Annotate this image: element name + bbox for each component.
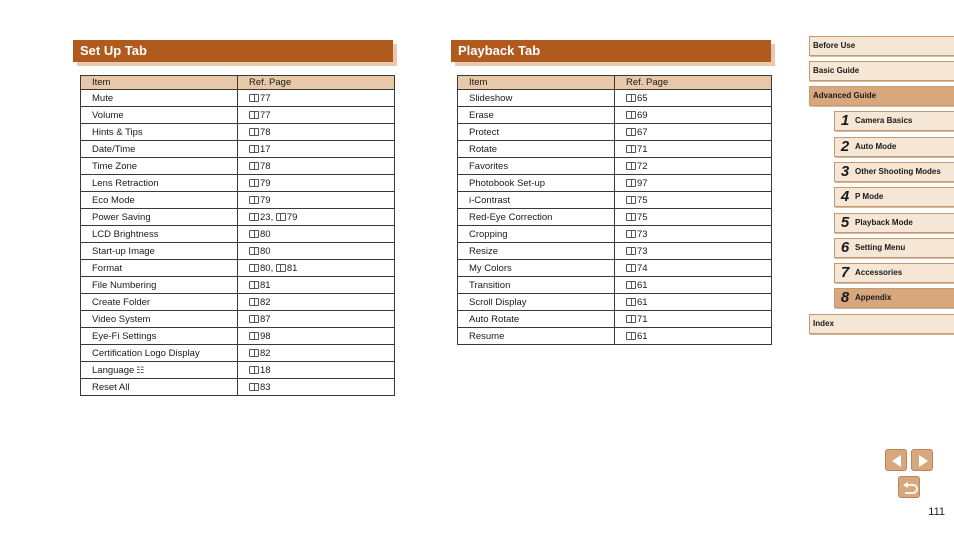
ref-page-link[interactable]: 75	[637, 211, 648, 223]
ref-page-cell[interactable]	[615, 277, 772, 294]
setup-tab-title: Set Up Tab	[73, 40, 393, 62]
item-cell	[458, 260, 615, 277]
book-icon	[249, 111, 259, 119]
table-row	[458, 243, 772, 260]
ref-page-link[interactable]: 77	[260, 109, 271, 121]
ref-page-cell[interactable]	[238, 362, 395, 379]
book-icon	[249, 162, 259, 170]
table-row	[81, 141, 395, 158]
chapter-label: Setting Menu	[855, 243, 906, 252]
chapter-number: 6	[840, 239, 850, 256]
item-cell	[81, 260, 238, 277]
chapter-number: 2	[840, 138, 850, 155]
book-icon	[626, 111, 636, 119]
ref-page-link[interactable]: 83	[260, 381, 271, 393]
item-label: Hints & Tips	[92, 126, 143, 138]
item-label: Protect	[469, 126, 500, 138]
ref-page-link[interactable]: 81	[286, 262, 298, 274]
chapter-label: P Mode	[855, 192, 884, 201]
item-cell	[81, 226, 238, 243]
table-row	[81, 362, 395, 379]
column-header-ref-page: Ref. Page	[238, 76, 395, 90]
table-row	[458, 226, 772, 243]
table-row	[81, 158, 395, 175]
item-cell	[81, 345, 238, 362]
item-label: Eco Mode	[92, 194, 135, 206]
chapter-label: Camera Basics	[855, 116, 913, 125]
ref-page-link[interactable]: 61	[637, 330, 648, 342]
book-icon	[249, 298, 259, 306]
sidebar-chapter-8[interactable]	[834, 288, 954, 308]
table-row	[458, 294, 772, 311]
book-icon	[626, 128, 636, 136]
book-icon	[249, 264, 259, 272]
table-row	[81, 209, 395, 226]
sidebar-item-basic-guide[interactable]	[809, 61, 954, 81]
item-label: Cropping	[469, 228, 508, 240]
sidebar-item-label: Index	[813, 319, 834, 328]
triangle-right-icon	[912, 450, 934, 472]
item-cell	[81, 158, 238, 175]
book-icon	[626, 94, 636, 102]
item-label: File Numbering	[92, 279, 157, 291]
book-icon	[249, 179, 259, 187]
ref-page-cell[interactable]	[238, 192, 395, 209]
item-cell	[458, 243, 615, 260]
table-row	[81, 107, 395, 124]
sidebar-chapter-2[interactable]	[834, 137, 954, 157]
ref-page-cell[interactable]	[615, 158, 772, 175]
item-label: Scroll Display	[469, 296, 527, 308]
item-label: Mute	[92, 92, 114, 104]
ref-page-link[interactable]: 82	[260, 296, 271, 308]
item-label: Photobook Set-up	[469, 177, 546, 189]
book-icon	[249, 196, 259, 204]
ref-page-link[interactable]: 74	[637, 262, 648, 274]
ref-page-link[interactable]: 78	[260, 126, 271, 138]
table-row	[81, 294, 395, 311]
table-row	[458, 124, 772, 141]
book-icon	[626, 281, 636, 289]
item-cell	[81, 209, 238, 226]
ref-page-link[interactable]: 71	[637, 313, 648, 325]
book-icon	[626, 247, 636, 255]
book-icon	[626, 213, 636, 221]
item-label: Date/Time	[92, 143, 136, 155]
table-header-row	[458, 76, 772, 90]
ref-page-cell[interactable]	[615, 328, 772, 345]
book-icon	[626, 230, 636, 238]
item-label: Eye-Fi Settings	[92, 330, 157, 342]
sidebar-chapter-7[interactable]	[834, 263, 954, 283]
ref-page-cell[interactable]	[238, 379, 395, 396]
sidebar-item-before-use[interactable]	[809, 36, 954, 56]
sidebar-item-index[interactable]	[809, 314, 954, 334]
item-cell	[81, 294, 238, 311]
sidebar-chapter-5[interactable]	[834, 213, 954, 233]
ref-page-link[interactable]: 23,	[260, 211, 274, 223]
ref-page-link[interactable]: 18	[260, 364, 271, 376]
book-icon	[276, 264, 286, 272]
column-header-item: Item	[81, 76, 238, 90]
book-icon	[249, 366, 259, 374]
book-icon	[249, 213, 259, 221]
book-icon	[276, 213, 286, 221]
table-row	[81, 277, 395, 294]
book-icon	[249, 349, 259, 357]
item-cell	[458, 226, 615, 243]
chapter-number: 8	[840, 289, 850, 306]
item-cell	[458, 124, 615, 141]
table-row	[458, 141, 772, 158]
item-label: Resize	[469, 245, 499, 257]
ref-page-cell[interactable]	[238, 175, 395, 192]
table-row	[458, 260, 772, 277]
item-label: Certification Logo Display	[92, 347, 200, 359]
book-icon	[626, 264, 636, 272]
item-label: Slideshow	[469, 92, 513, 104]
playback-tab-title: Playback Tab	[451, 40, 771, 62]
language-icon: ☷	[136, 364, 145, 375]
book-icon	[626, 179, 636, 187]
table-row	[458, 311, 772, 328]
item-cell	[81, 277, 238, 294]
item-label: Time Zone	[92, 160, 138, 172]
table-row	[81, 328, 395, 345]
table-row	[458, 107, 772, 124]
book-icon	[626, 145, 636, 153]
item-label: Lens Retraction	[92, 177, 159, 189]
setup-tab-table	[80, 75, 395, 396]
ref-page-cell[interactable]	[238, 107, 395, 124]
item-label: Language	[92, 364, 135, 376]
book-icon	[249, 145, 259, 153]
ref-page-cell[interactable]	[615, 226, 772, 243]
ref-page-link[interactable]: 77	[260, 92, 271, 104]
chapter-number: 1	[840, 112, 850, 129]
item-label: Resume	[469, 330, 505, 342]
table-row	[81, 379, 395, 396]
item-label: Transition	[469, 279, 511, 291]
ref-page-link[interactable]: 61	[637, 296, 648, 308]
sidebar-chapter-1[interactable]	[834, 111, 954, 131]
sidebar-chapter-3[interactable]	[834, 162, 954, 182]
table-row	[81, 345, 395, 362]
book-icon	[626, 298, 636, 306]
item-label: i-Contrast	[469, 194, 511, 206]
ref-page-cell[interactable]	[615, 260, 772, 277]
chapter-number: 4	[840, 188, 850, 205]
book-icon	[249, 332, 259, 340]
book-icon	[249, 383, 259, 391]
item-label: Start-up Image	[92, 245, 155, 257]
table-header-row	[81, 76, 395, 90]
table-row	[458, 158, 772, 175]
chapter-number: 5	[840, 214, 850, 231]
column-header-ref-page: Ref. Page	[615, 76, 772, 90]
item-cell	[458, 209, 615, 226]
ref-page-cell[interactable]	[615, 175, 772, 192]
item-label: Erase	[469, 109, 494, 121]
ref-page-link[interactable]: 17	[260, 143, 271, 155]
item-cell	[81, 379, 238, 396]
item-label: Format	[92, 262, 123, 274]
book-icon	[626, 196, 636, 204]
ref-page-link[interactable]: 71	[637, 143, 648, 155]
item-label: My Colors	[469, 262, 512, 274]
ref-page-link[interactable]: 80,	[260, 262, 274, 274]
sidebar-item-label: Advanced Guide	[813, 91, 877, 100]
ref-page-cell[interactable]	[615, 90, 772, 107]
ref-page-cell[interactable]	[238, 277, 395, 294]
book-icon	[249, 315, 259, 323]
table-row	[81, 175, 395, 192]
ref-page-link[interactable]: 80	[260, 228, 271, 240]
item-label: Auto Rotate	[469, 313, 520, 325]
table-row	[81, 243, 395, 260]
ref-page-link[interactable]: 78	[260, 160, 271, 172]
ref-page-cell[interactable]	[615, 107, 772, 124]
item-label: Favorites	[469, 160, 509, 172]
ref-page-cell[interactable]	[238, 141, 395, 158]
ref-page-cell[interactable]	[238, 209, 395, 226]
next-page-button[interactable]	[911, 449, 933, 471]
previous-page-button[interactable]	[885, 449, 907, 471]
ref-page-cell[interactable]	[615, 243, 772, 260]
item-cell	[458, 158, 615, 175]
item-cell	[81, 175, 238, 192]
table-row	[81, 124, 395, 141]
ref-page-link[interactable]: 75	[637, 194, 648, 206]
item-label: Create Folder	[92, 296, 151, 308]
chapter-label: Accessories	[855, 268, 903, 277]
ref-page-link[interactable]: 67	[637, 126, 648, 138]
ref-page-link[interactable]: 61	[637, 279, 648, 291]
table-row	[458, 192, 772, 209]
item-label: LCD Brightness	[92, 228, 159, 240]
page-number: 111	[928, 506, 945, 518]
table-row	[458, 175, 772, 192]
item-cell	[81, 243, 238, 260]
book-icon	[626, 315, 636, 323]
item-label: Video System	[92, 313, 151, 325]
ref-page-link[interactable]: 79	[260, 177, 271, 189]
ref-page-link[interactable]: 97	[637, 177, 648, 189]
ref-page-cell[interactable]	[615, 294, 772, 311]
item-cell	[458, 328, 615, 345]
ref-page-link[interactable]: 72	[637, 160, 648, 172]
item-cell	[458, 175, 615, 192]
item-cell	[458, 90, 615, 107]
ref-page-link[interactable]: 79	[286, 211, 298, 223]
item-cell	[81, 90, 238, 107]
ref-page-cell[interactable]	[615, 209, 772, 226]
item-cell	[458, 107, 615, 124]
ref-page-cell[interactable]	[238, 90, 395, 107]
item-cell	[81, 107, 238, 124]
item-label: Red-Eye Correction	[469, 211, 553, 223]
item-cell	[458, 192, 615, 209]
chapter-number: 7	[840, 264, 850, 281]
sidebar-chapter-4[interactable]	[834, 187, 954, 207]
item-cell	[81, 124, 238, 141]
sidebar-chapter-6[interactable]	[834, 238, 954, 258]
table-row	[458, 328, 772, 345]
table-row	[81, 226, 395, 243]
item-label: Power Saving	[92, 211, 151, 223]
ref-page-link[interactable]: 87	[260, 313, 271, 325]
chapter-label: Appendix	[855, 293, 892, 302]
book-icon	[249, 230, 259, 238]
chapter-label: Playback Mode	[855, 218, 913, 227]
book-icon	[249, 128, 259, 136]
item-cell	[458, 294, 615, 311]
ref-page-link[interactable]: 73	[637, 228, 648, 240]
ref-page-link[interactable]: 80	[260, 245, 271, 257]
ref-page-link[interactable]: 81	[260, 279, 271, 291]
ref-page-cell[interactable]	[615, 141, 772, 158]
book-icon	[249, 247, 259, 255]
sidebar-item-label: Before Use	[813, 41, 856, 50]
playback-tab-table	[457, 75, 772, 345]
ref-page-link[interactable]: 65	[637, 92, 648, 104]
item-label: Reset All	[92, 381, 130, 393]
item-cell	[81, 141, 238, 158]
item-cell	[458, 277, 615, 294]
ref-page-cell[interactable]	[238, 158, 395, 175]
ref-page-link[interactable]: 98	[260, 330, 271, 342]
ref-page-cell[interactable]	[615, 311, 772, 328]
item-cell	[458, 141, 615, 158]
table-row	[458, 209, 772, 226]
ref-page-cell[interactable]	[238, 345, 395, 362]
ref-page-cell[interactable]	[238, 311, 395, 328]
column-header-item: Item	[458, 76, 615, 90]
ref-page-cell[interactable]	[238, 328, 395, 345]
return-button[interactable]	[898, 476, 920, 498]
item-cell	[81, 362, 238, 379]
table-row	[81, 90, 395, 107]
book-icon	[626, 162, 636, 170]
ref-page-cell[interactable]	[615, 192, 772, 209]
sidebar-item-label: Basic Guide	[813, 66, 860, 75]
book-icon	[626, 332, 636, 340]
chapter-number: 3	[840, 163, 850, 180]
book-icon	[249, 281, 259, 289]
item-label: Rotate	[469, 143, 497, 155]
item-cell	[81, 328, 238, 345]
table-row	[458, 277, 772, 294]
ref-page-cell[interactable]	[238, 124, 395, 141]
ref-page-cell[interactable]	[238, 294, 395, 311]
ref-page-link[interactable]: 73	[637, 245, 648, 257]
ref-page-link[interactable]: 82	[260, 347, 271, 359]
book-icon	[249, 94, 259, 102]
item-cell	[458, 311, 615, 328]
ref-page-cell[interactable]	[238, 260, 395, 277]
ref-page-link[interactable]: 79	[260, 194, 271, 206]
sidebar-item-advanced-guide[interactable]	[809, 86, 954, 106]
item-cell	[81, 192, 238, 209]
table-row	[81, 311, 395, 328]
chapter-label: Other Shooting Modes	[855, 167, 941, 176]
item-cell	[81, 311, 238, 328]
return-arrow-icon	[899, 477, 921, 499]
table-row	[81, 192, 395, 209]
ref-page-cell[interactable]	[238, 226, 395, 243]
ref-page-cell[interactable]	[238, 243, 395, 260]
chapter-label: Auto Mode	[855, 142, 897, 151]
table-row	[81, 260, 395, 277]
triangle-left-icon	[886, 450, 908, 472]
item-label: Volume	[92, 109, 124, 121]
table-row	[458, 90, 772, 107]
ref-page-cell[interactable]	[615, 124, 772, 141]
ref-page-link[interactable]: 69	[637, 109, 648, 121]
